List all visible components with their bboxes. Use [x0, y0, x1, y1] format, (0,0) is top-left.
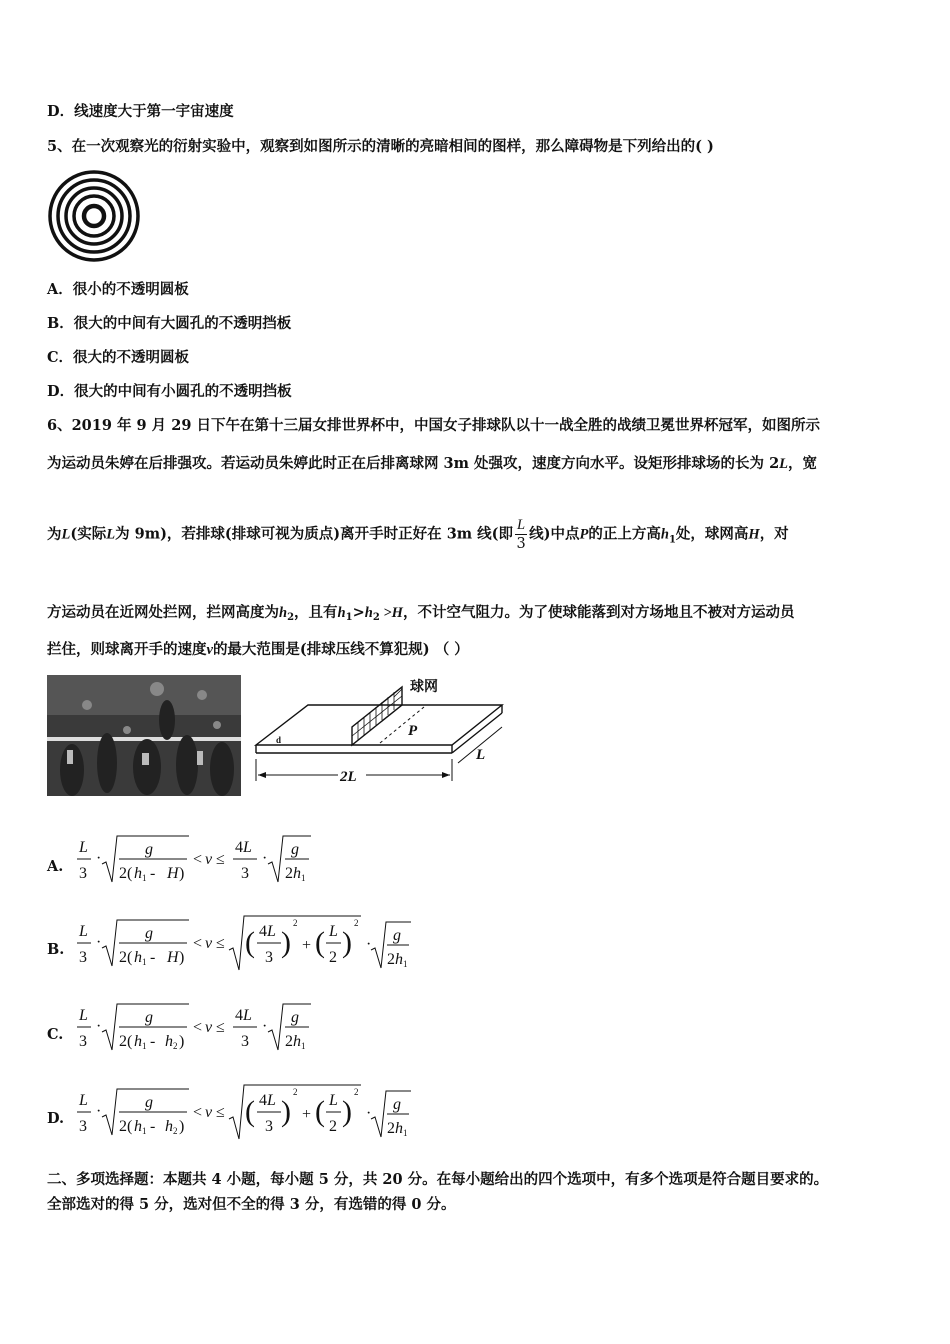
svg-text:h: h: [395, 951, 403, 968]
volleyball-photo: [47, 675, 241, 796]
q6-stem-line3: 为L(实际L为 9m)，若排球(排球可视为质点)离开手时正好在 3m 线(即 $\frac{L}{3}$ 线)中点P的正上方高$h_1$处，球网高H，对: [47, 517, 789, 552]
svg-text:·: ·: [262, 850, 268, 867]
svg-text:<: <: [193, 1104, 203, 1121]
q6-stem-line2: 为运动员朱婷在后排强攻。若运动员朱婷此时正在后排离球网 3m 处强攻，速度方向水平。设矩形排球场的长为 2L，宽: [47, 455, 818, 472]
svg-text:g: g: [145, 1009, 153, 1026]
q6-option-d-label: D.: [47, 1110, 65, 1127]
svg-text:h: h: [293, 865, 301, 882]
svg-text:3: 3: [265, 1118, 273, 1135]
net-label: 球网: [410, 680, 438, 695]
svg-text:≤: ≤: [216, 851, 225, 868]
svg-text:1: 1: [142, 873, 147, 883]
svg-text:·: ·: [96, 934, 102, 951]
svg-text:L: L: [329, 923, 338, 940]
svg-text:g: g: [291, 1009, 299, 1026]
svg-text:2(: 2(: [119, 1033, 133, 1050]
svg-text:2: 2: [285, 1033, 293, 1050]
svg-text:-: -: [150, 1033, 156, 1050]
svg-text:2(: 2(: [119, 865, 133, 882]
svg-text:): ): [342, 926, 352, 959]
svg-text:·: ·: [366, 1105, 372, 1122]
svg-text:): ): [342, 1095, 352, 1128]
svg-text:h: h: [134, 949, 142, 966]
svg-text:L: L: [243, 839, 252, 856]
svg-text:L: L: [243, 1007, 252, 1024]
svg-text:4: 4: [259, 1092, 267, 1109]
svg-text:+: +: [302, 937, 312, 954]
svg-text:2: 2: [354, 918, 359, 928]
q6-option-a-formula: [75, 832, 325, 888]
svg-text:g: g: [393, 1096, 401, 1113]
q5-option-a: A．很小的不透明圆板: [47, 281, 189, 298]
svg-text:h: h: [134, 865, 142, 882]
svg-text:4: 4: [235, 1007, 243, 1024]
svg-text:·: ·: [96, 1103, 102, 1120]
svg-text:·: ·: [262, 1018, 268, 1035]
q6-option-c-label: C.: [47, 1026, 64, 1043]
svg-text:2: 2: [329, 949, 337, 966]
q6-option-d-formula: [75, 1083, 415, 1143]
svg-text:≤: ≤: [216, 1019, 225, 1036]
svg-text:L: L: [267, 1092, 276, 1109]
svg-text:h: h: [134, 1118, 142, 1135]
q5-option-b: B．很大的中间有大圆孔的不透明挡板: [47, 315, 292, 332]
svg-text:L: L: [79, 839, 88, 856]
svg-text:2: 2: [387, 1120, 395, 1137]
svg-text:(: (: [245, 926, 255, 959]
svg-text:h: h: [134, 1033, 142, 1050]
section2-heading-line2: 全部选对的得 5 分，选对但不全的得 3 分，有选错的得 0 分。: [47, 1196, 456, 1213]
svg-text:g: g: [145, 1094, 153, 1111]
svg-text:-: -: [150, 949, 156, 966]
svg-text:g: g: [393, 927, 401, 944]
svg-text:h: h: [293, 1033, 301, 1050]
svg-text:h: h: [165, 1033, 173, 1050]
diffraction-pattern-figure: [46, 168, 142, 264]
svg-text:-: -: [150, 865, 156, 882]
q6-option-a-label: A.: [47, 858, 64, 875]
svg-text:-: -: [150, 1118, 156, 1135]
svg-text:v: v: [205, 935, 213, 952]
svg-text:): ): [179, 949, 185, 966]
q6-stem-line1: 6、2019 年 9 月 29 日下午在第十三届女排世界杯中，中国女子排球队以十一战全胜的战绩卫冕世界杯冠军，如图所示: [47, 417, 820, 434]
svg-text:2: 2: [173, 1126, 178, 1136]
svg-text:<: <: [193, 935, 203, 952]
svg-text:·: ·: [96, 1018, 102, 1035]
svg-text:v: v: [205, 851, 213, 868]
section2-heading-line1: 二、多项选择题：本题共 4 小题，每小题 5 分，共 20 分。在每小题给出的四个选项中，有多个选项是符合题目要求的。: [47, 1171, 829, 1188]
svg-text:g: g: [291, 841, 299, 858]
svg-text:2: 2: [329, 1118, 337, 1135]
svg-text:H: H: [167, 949, 179, 966]
svg-text:): ): [179, 1118, 185, 1135]
svg-text:(: (: [245, 1095, 255, 1128]
svg-text:3: 3: [79, 865, 87, 882]
svg-text:2(: 2(: [119, 1118, 133, 1135]
svg-text:3: 3: [265, 949, 273, 966]
svg-text:1: 1: [142, 1041, 147, 1051]
svg-text:·: ·: [96, 850, 102, 867]
q6-option-b-label: B.: [47, 941, 65, 958]
svg-text:2: 2: [293, 1087, 298, 1097]
top-mark-label: d: [276, 735, 282, 745]
svg-text:g: g: [145, 841, 153, 858]
svg-text:4: 4: [259, 923, 267, 940]
svg-text:3: 3: [79, 1033, 87, 1050]
svg-text:): ): [281, 1095, 291, 1128]
q6-stem-line5: 拦住，则球离开手的速度v的最大范围是(排球压线不算犯规) （ ）: [47, 641, 469, 658]
svg-text:1: 1: [403, 959, 408, 969]
length-2l-label: 2L: [340, 769, 357, 785]
svg-text:2: 2: [387, 951, 395, 968]
svg-text:2: 2: [285, 865, 293, 882]
svg-text:<: <: [193, 1019, 203, 1036]
svg-text:2: 2: [354, 1087, 359, 1097]
svg-text:L: L: [79, 1007, 88, 1024]
q6-option-c-formula: [75, 1000, 325, 1056]
svg-text:): ): [179, 1033, 185, 1050]
q5-option-d: D．很大的中间有小圆孔的不透明挡板: [47, 383, 292, 400]
svg-text:1: 1: [403, 1128, 408, 1138]
q4-option-d: D．线速度大于第一宇宙速度: [47, 103, 234, 120]
q6-stem-line4: 方运动员在近网处拦网，拦网高度为$h_2$，且有$h_1>h_2 >H$，不计空气阻力。为了使球能落到对方场地且不被对方运动员: [47, 604, 795, 623]
svg-text:L: L: [267, 923, 276, 940]
svg-text:L: L: [79, 1092, 88, 1109]
svg-text:): ): [179, 865, 185, 882]
svg-text:3: 3: [241, 865, 249, 882]
point-p-label: P: [408, 723, 418, 739]
svg-text:≤: ≤: [216, 1104, 225, 1121]
svg-text:3: 3: [79, 1118, 87, 1135]
svg-text:(: (: [315, 1095, 325, 1128]
svg-text:1: 1: [142, 1126, 147, 1136]
svg-text:+: +: [302, 1106, 312, 1123]
svg-text:<: <: [193, 851, 203, 868]
svg-text:L: L: [329, 1092, 338, 1109]
svg-text:≤: ≤: [216, 935, 225, 952]
svg-text:v: v: [205, 1104, 213, 1121]
q6-option-b-formula: [75, 914, 415, 974]
svg-text:4: 4: [235, 839, 243, 856]
svg-text:g: g: [145, 925, 153, 942]
svg-text:1: 1: [301, 873, 306, 883]
svg-text:L: L: [79, 923, 88, 940]
svg-text:): ): [281, 926, 291, 959]
svg-text:h: h: [395, 1120, 403, 1137]
svg-text:·: ·: [366, 936, 372, 953]
svg-text:h: h: [165, 1118, 173, 1135]
svg-text:3: 3: [241, 1033, 249, 1050]
svg-text:1: 1: [142, 957, 147, 967]
svg-text:2: 2: [293, 918, 298, 928]
svg-text:(: (: [315, 926, 325, 959]
svg-text:v: v: [205, 1019, 213, 1036]
svg-text:3: 3: [79, 949, 87, 966]
volleyball-court-diagram: [252, 675, 508, 796]
fraction-l-over-3: $\frac{L}{3}$: [516, 517, 526, 552]
q5-stem: 5、在一次观察光的衍射实验中，观察到如图所示的清晰的亮暗相间的图样，那么障碍物是下列给出的( ): [47, 138, 714, 155]
svg-text:H: H: [167, 865, 179, 882]
svg-text:1: 1: [301, 1041, 306, 1051]
q5-option-c: C．很大的不透明圆板: [47, 349, 190, 366]
svg-text:2: 2: [173, 1041, 178, 1051]
svg-text:2(: 2(: [119, 949, 133, 966]
width-l-label: L: [476, 747, 486, 763]
